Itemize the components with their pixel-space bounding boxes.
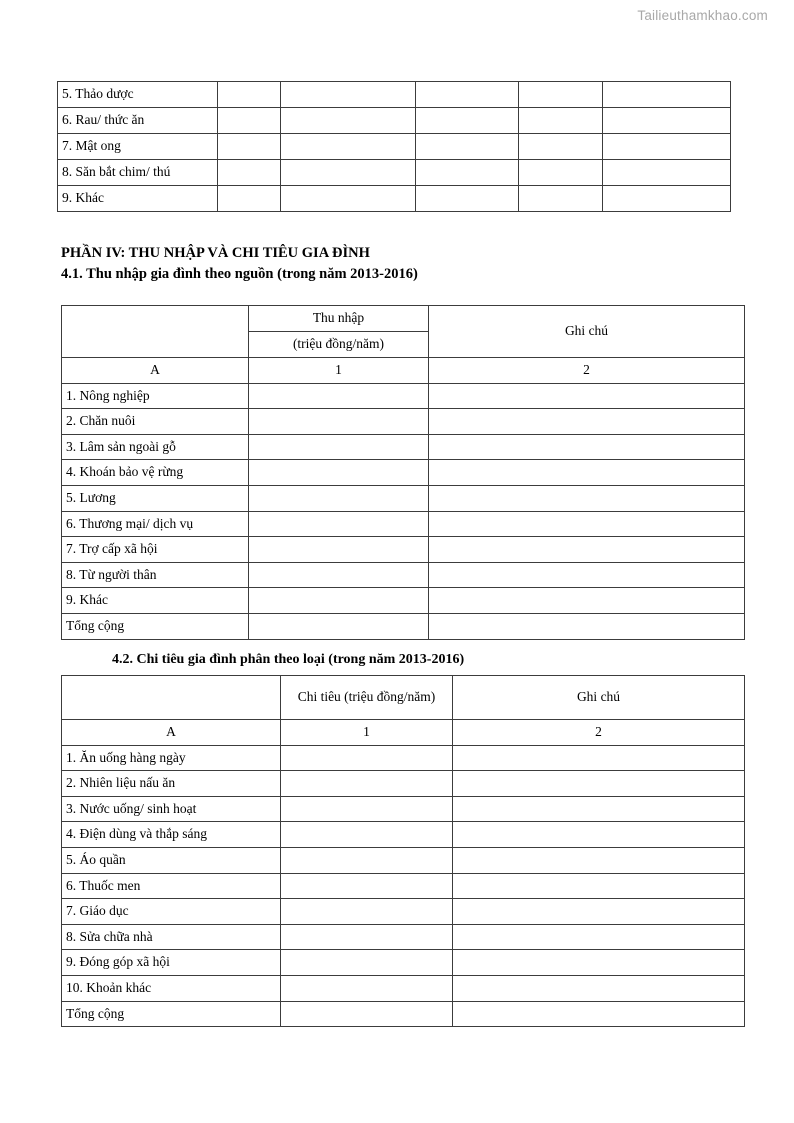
note-input-cell[interactable] <box>429 511 745 537</box>
table-row <box>62 409 745 435</box>
index-col-a: A <box>62 358 249 384</box>
note-input-cell[interactable] <box>453 924 745 950</box>
row-label: 9. Đóng góp xã hội <box>62 950 281 976</box>
row-label: 8. Sửa chữa nhà <box>62 924 281 950</box>
input-cell[interactable] <box>281 108 416 134</box>
table-row <box>62 434 745 460</box>
row-label: 9. Khác <box>58 186 218 212</box>
table-row <box>62 537 745 563</box>
table-row <box>62 485 745 511</box>
note-input-cell[interactable] <box>453 975 745 1001</box>
table-row <box>62 899 745 925</box>
table-row <box>62 847 745 873</box>
input-cell[interactable] <box>519 160 603 186</box>
section-heading-group <box>61 243 418 284</box>
row-label: 10. Khoản khác <box>62 975 281 1001</box>
expenditure-input-cell[interactable] <box>281 975 453 1001</box>
row-label: 8. Săn bắt chim/ thú <box>58 160 218 186</box>
table-row <box>62 745 745 771</box>
note-input-cell[interactable] <box>429 460 745 486</box>
note-input-cell[interactable] <box>429 409 745 435</box>
table-row <box>62 975 745 1001</box>
row-label: 4. Điện dùng và thắp sáng <box>62 822 281 848</box>
index-col-a: A <box>62 720 281 746</box>
table-header-row <box>62 306 745 332</box>
expenditure-input-cell[interactable] <box>281 745 453 771</box>
input-cell[interactable] <box>603 82 731 108</box>
note-input-cell[interactable] <box>453 771 745 797</box>
table-row <box>58 134 731 160</box>
forest-products-table <box>57 81 731 212</box>
expenditure-by-type-table <box>61 675 745 1027</box>
income-input-cell[interactable] <box>249 537 429 563</box>
table-row <box>62 383 745 409</box>
input-cell[interactable] <box>218 160 281 186</box>
input-cell[interactable] <box>416 186 519 212</box>
table-row <box>58 186 731 212</box>
table-row <box>62 924 745 950</box>
index-col-1: 1 <box>281 720 453 746</box>
income-input-cell[interactable] <box>249 409 429 435</box>
table-total-row <box>62 1001 745 1027</box>
row-label: 6. Thuốc men <box>62 873 281 899</box>
note-input-cell[interactable] <box>429 434 745 460</box>
header-expenditure-label: Chi tiêu (triệu đồng/năm) <box>281 676 453 720</box>
input-cell[interactable] <box>416 160 519 186</box>
header-income-label: Thu nhập <box>249 306 429 332</box>
income-input-cell[interactable] <box>249 562 429 588</box>
row-label: 6. Rau/ thức ăn <box>58 108 218 134</box>
expenditure-input-cell[interactable] <box>281 822 453 848</box>
note-input-cell[interactable] <box>453 822 745 848</box>
expenditure-input-cell[interactable] <box>281 796 453 822</box>
input-cell[interactable] <box>218 134 281 160</box>
table-header-row <box>62 676 745 720</box>
income-input-cell[interactable] <box>249 434 429 460</box>
row-label: 5. Lương <box>62 485 249 511</box>
row-label: 4. Khoán bảo vệ rừng <box>62 460 249 486</box>
table-row <box>62 822 745 848</box>
input-cell[interactable] <box>281 186 416 212</box>
note-input-cell[interactable] <box>429 537 745 563</box>
input-cell[interactable] <box>519 186 603 212</box>
row-label: 6. Thương mại/ dịch vụ <box>62 511 249 537</box>
input-cell[interactable] <box>281 82 416 108</box>
part-iv-title: PHẦN IV: THU NHẬP VÀ CHI TIÊU GIA ĐÌNH <box>61 245 370 261</box>
table-total-row <box>62 613 745 639</box>
table-index-row <box>62 720 745 746</box>
heading-4-2: 4.2. Chi tiêu gia đình phân theo loại (trong năm 2013-2016) <box>112 652 465 667</box>
row-label-total: Tổng cộng <box>62 1001 281 1027</box>
note-total-cell[interactable] <box>429 613 745 639</box>
expenditure-input-cell[interactable] <box>281 950 453 976</box>
row-label-total: Tổng cộng <box>62 613 249 639</box>
row-label: 5. Áo quần <box>62 847 281 873</box>
income-input-cell[interactable] <box>249 511 429 537</box>
note-input-cell[interactable] <box>429 562 745 588</box>
forest-products-table-body <box>58 82 731 212</box>
income-input-cell[interactable] <box>249 588 429 614</box>
input-cell[interactable] <box>416 82 519 108</box>
note-input-cell[interactable] <box>453 847 745 873</box>
table-row <box>62 796 745 822</box>
table-row <box>62 588 745 614</box>
expenditure-input-cell[interactable] <box>281 873 453 899</box>
table-row <box>62 950 745 976</box>
expenditure-input-cell[interactable] <box>281 771 453 797</box>
note-input-cell[interactable] <box>429 588 745 614</box>
input-cell[interactable] <box>603 186 731 212</box>
note-input-cell[interactable] <box>453 873 745 899</box>
table-row <box>58 160 731 186</box>
table-row <box>58 108 731 134</box>
note-input-cell[interactable] <box>429 383 745 409</box>
input-cell[interactable] <box>416 134 519 160</box>
row-label: 1. Ăn uống hàng ngày <box>62 745 281 771</box>
input-cell[interactable] <box>519 82 603 108</box>
input-cell[interactable] <box>603 134 731 160</box>
expenditure-total-cell[interactable] <box>281 1001 453 1027</box>
input-cell[interactable] <box>603 108 731 134</box>
income-by-source-table <box>61 305 745 640</box>
index-col-2: 2 <box>453 720 745 746</box>
table-row <box>62 460 745 486</box>
table-index-row <box>62 358 745 384</box>
income-input-cell[interactable] <box>249 485 429 511</box>
row-label: 8. Từ người thân <box>62 562 249 588</box>
input-cell[interactable] <box>218 82 281 108</box>
input-cell[interactable] <box>519 134 603 160</box>
input-cell[interactable] <box>416 108 519 134</box>
input-cell[interactable] <box>281 160 416 186</box>
header-note-label: Ghi chú <box>429 306 745 358</box>
table-row <box>62 511 745 537</box>
table-row <box>58 82 731 108</box>
input-cell[interactable] <box>218 186 281 212</box>
note-input-cell[interactable] <box>453 899 745 925</box>
table-row <box>62 562 745 588</box>
note-input-cell[interactable] <box>453 796 745 822</box>
expenditure-input-cell[interactable] <box>281 899 453 925</box>
row-label: 2. Chăn nuôi <box>62 409 249 435</box>
row-label: 9. Khác <box>62 588 249 614</box>
input-cell[interactable] <box>281 134 416 160</box>
row-label: 3. Nước uống/ sinh hoạt <box>62 796 281 822</box>
input-cell[interactable] <box>603 160 731 186</box>
header-income-unit: (triệu đồng/năm) <box>249 332 429 358</box>
input-cell[interactable] <box>519 108 603 134</box>
income-total-cell[interactable] <box>249 613 429 639</box>
heading-4-1: 4.1. Thu nhập gia đình theo nguồn (trong năm 2013-2016) <box>61 265 418 282</box>
row-label: 7. Giáo dục <box>62 899 281 925</box>
table-row <box>62 873 745 899</box>
header-blank-cell <box>62 306 249 358</box>
expenditure-input-cell[interactable] <box>281 847 453 873</box>
income-table-body <box>62 306 745 640</box>
row-label: 3. Lâm sản ngoài gỗ <box>62 434 249 460</box>
row-label: 7. Trợ cấp xã hội <box>62 537 249 563</box>
table-row <box>62 771 745 797</box>
row-label: 7. Mật ong <box>58 134 218 160</box>
row-label: 5. Thảo dược <box>58 82 218 108</box>
row-label: 2. Nhiên liệu nấu ăn <box>62 771 281 797</box>
index-col-2: 2 <box>429 358 745 384</box>
index-col-1: 1 <box>249 358 429 384</box>
expenditure-table-body <box>62 676 745 1027</box>
note-input-cell[interactable] <box>453 745 745 771</box>
income-input-cell[interactable] <box>249 460 429 486</box>
site-watermark: Tailieuthamkhao.com <box>637 8 768 23</box>
income-input-cell[interactable] <box>249 383 429 409</box>
row-label: 1. Nông nghiệp <box>62 383 249 409</box>
note-total-cell[interactable] <box>453 1001 745 1027</box>
header-note-label: Ghi chú <box>453 676 745 720</box>
note-input-cell[interactable] <box>453 950 745 976</box>
expenditure-input-cell[interactable] <box>281 924 453 950</box>
note-input-cell[interactable] <box>429 485 745 511</box>
header-blank-cell <box>62 676 281 720</box>
input-cell[interactable] <box>218 108 281 134</box>
